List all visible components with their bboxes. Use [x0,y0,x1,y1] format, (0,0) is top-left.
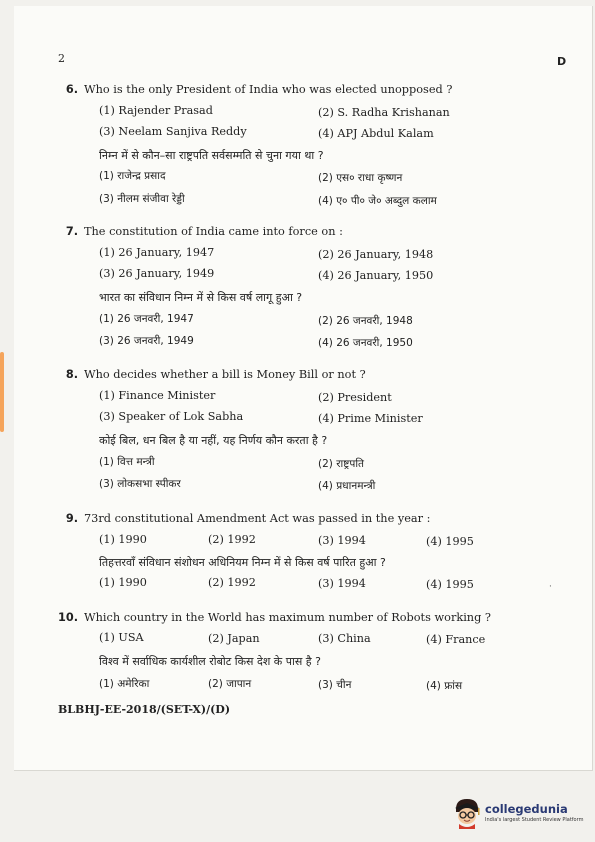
option-4: (4) 26 January, 1950 [318,269,434,282]
page-number: 2 [58,52,65,65]
option-2: (2) 26 January, 1948 [318,248,434,261]
option-3: (3) Neelam Sanjiva Reddy [99,125,247,138]
option-3: (3) Speaker of Lok Sabha [99,410,244,423]
question-text [56,83,586,96]
option-3: (3) China [318,632,371,645]
option-2: (2) Japan [208,632,260,645]
question-hindi: कोई बिल, धन बिल है या नहीं, यह निर्णय कौन करता है ? [99,434,328,447]
hindi-option-1: (1) वित्त मन्त्री [99,456,155,468]
option-3: (3) 26 January, 1949 [99,267,215,280]
question-english: Who decides whether a bill is Money Bill or not ? [84,368,366,381]
hindi-option-2: (2) जापान [208,678,252,690]
hindi-option-1: (1) राजेन्द्र प्रसाद [99,170,166,182]
collegedunia-logo[interactable] [452,797,590,829]
option-1: (1) Rajender Prasad [99,104,213,117]
option-4: (4) France [426,633,486,646]
paper-code: BLBHJ-EE-2018/(SET-X)/(D) [58,703,231,716]
question-text [56,512,586,525]
hindi-option-4: (4) ए० पी० जे० अब्दुल कलाम [318,195,437,207]
hindi-option-4: (4) फ्रांस [426,680,463,692]
logo-name: collegedunia [485,802,568,816]
logo-tagline: India's largest Student Review Platform [485,817,584,823]
hindi-option-4: (4) 1995 [426,578,474,591]
question-text [56,611,586,624]
hindi-option-4: (4) 26 जनवरी, 1950 [318,337,413,349]
question-english: Which country in the World has maximum number of Robots working ? [84,611,491,624]
hindi-option-2: (2) 1992 [208,576,256,589]
question-text [56,368,586,381]
question-hindi: भारत का संविधान निम्न में से किस वर्ष लागू हुआ ? [99,291,303,304]
option-2: (2) S. Radha Krishanan [318,106,450,119]
option-1: (1) Finance Minister [99,389,216,402]
hindi-option-3: (3) चीन [318,679,352,691]
question-hindi: निम्न में से कौन–सा राष्ट्रपति सर्वसम्मति से चुना गया था ? [99,149,324,162]
question-number: 7. [65,225,78,238]
question-text [56,225,586,238]
hindi-option-1: (1) 26 जनवरी, 1947 [99,313,194,325]
question-english: Who is the only President of India who was elected unopposed ? [84,83,453,96]
hindi-option-1: (1) 1990 [99,576,147,589]
question-english: The constitution of India came into force on : [84,225,343,238]
hindi-option-4: (4) प्रधानमन्त्री [318,480,376,492]
option-4: (4) APJ Abdul Kalam [318,127,434,140]
option-1: (1) 26 January, 1947 [99,246,215,259]
hindi-option-2: (2) 26 जनवरी, 1948 [318,315,413,327]
option-3: (3) 1994 [318,534,366,547]
set-code: D [557,55,567,68]
option-2: (2) 1992 [208,533,256,546]
hindi-option-3: (3) 26 जनवरी, 1949 [99,335,194,347]
option-4: (4) Prime Minister [318,412,423,425]
stray-mark: · [549,582,552,592]
hindi-option-2: (2) राष्ट्रपति [318,458,365,470]
hindi-option-1: (1) अमेरिका [99,678,150,690]
question-number: 8. [65,368,78,381]
option-2: (2) President [318,391,392,404]
question-hindi: विश्व में सर्वाधिक कार्यशील रोबोट किस देश के पास है ? [99,655,321,668]
orange-binding-mark [0,352,4,432]
mascot-icon [452,797,482,829]
hindi-option-2: (2) एस० राधा कृष्णन [318,172,403,184]
hindi-option-3: (3) लोकसभा स्पीकर [99,478,181,490]
question-hindi: तिहत्तरवाँ संविधान संशोधन अधिनियम निम्न में से किस वर्ष पारित हुआ ? [99,556,386,569]
question-number: 9. [65,512,78,525]
hindi-option-3: (3) नीलम संजीवा रेड्डी [99,193,185,205]
question-number: 6. [65,83,78,96]
question-number: 10. [57,611,78,624]
option-1: (1) USA [99,631,144,644]
option-1: (1) 1990 [99,533,147,546]
question-english: 73rd constitutional Amendment Act was passed in the year : [84,512,431,525]
hindi-option-3: (3) 1994 [318,577,366,590]
option-4: (4) 1995 [426,535,474,548]
